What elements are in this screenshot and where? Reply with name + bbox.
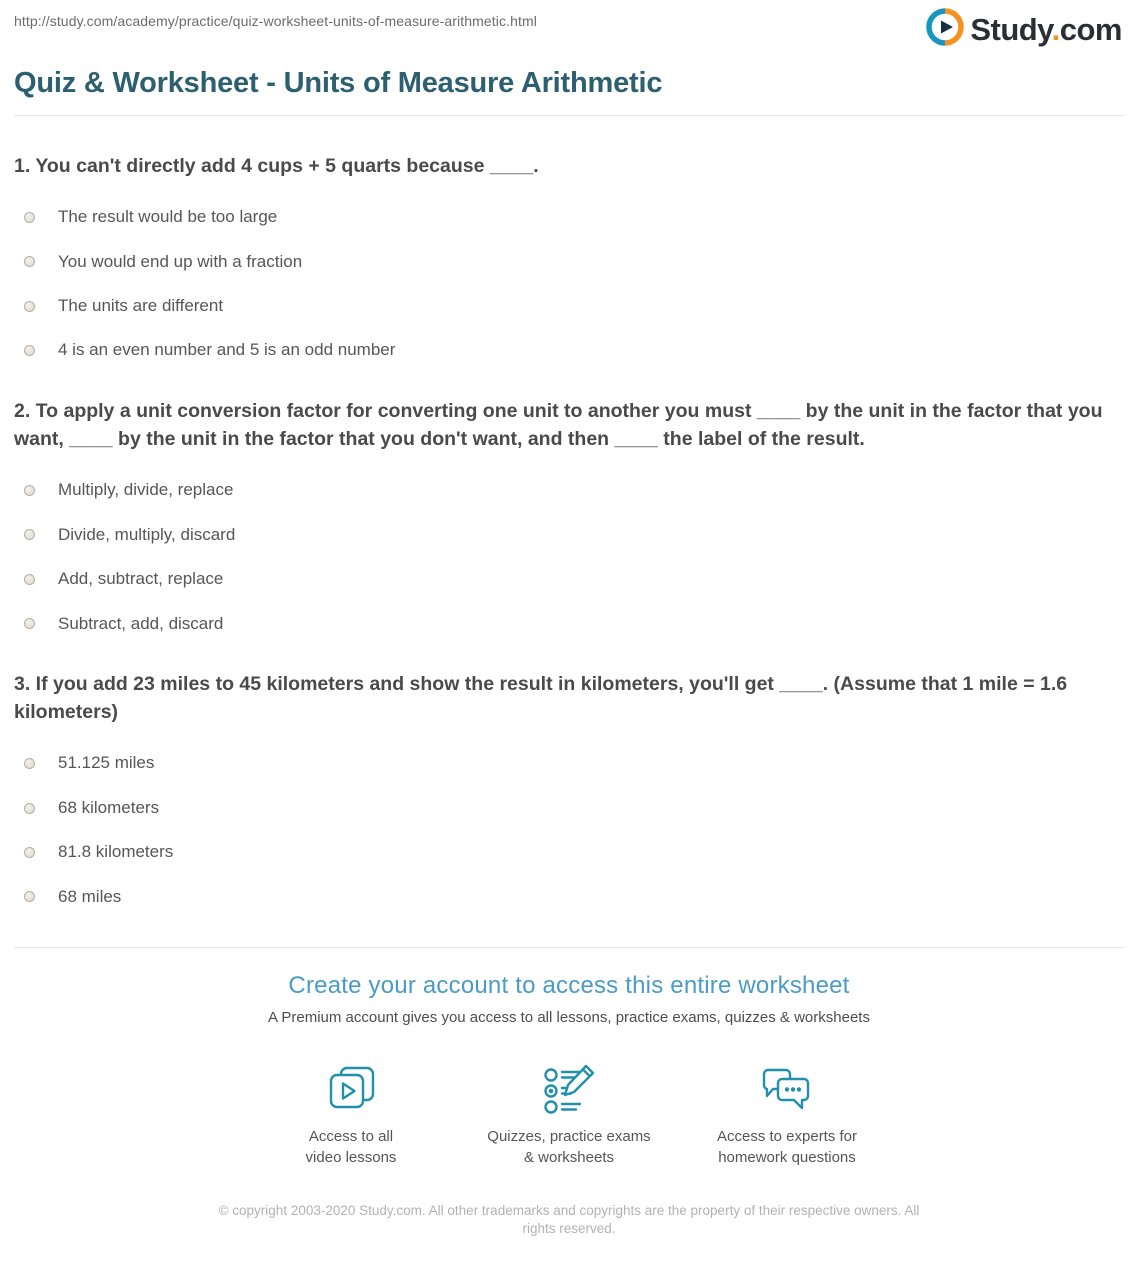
radio-button[interactable] <box>24 891 35 902</box>
option-label: 81.8 kilometers <box>58 842 174 862</box>
benefits-row <box>14 1060 1124 1168</box>
radio-button[interactable] <box>24 847 35 858</box>
radio-button[interactable] <box>24 529 35 540</box>
benefit-quizzes-worksheets <box>460 1060 678 1168</box>
option-label: You would end up with a fraction <box>58 251 303 271</box>
option-label: Add, subtract, replace <box>58 569 224 589</box>
question-options <box>14 753 1124 907</box>
question-1 <box>14 152 1124 361</box>
title-divider <box>14 115 1124 116</box>
radio-button[interactable] <box>24 301 35 312</box>
benefit-label: Access to all video lessons <box>305 1128 397 1167</box>
option-label: Divide, multiply, discard <box>58 524 236 544</box>
answer-option[interactable] <box>14 480 1124 500</box>
radio-button[interactable] <box>24 485 35 496</box>
radio-button[interactable] <box>24 758 35 769</box>
question-text: 1. You can't directly add 4 cups + 5 quarts because ____. <box>14 155 539 177</box>
answer-option[interactable] <box>14 842 1124 862</box>
option-label: 51.125 miles <box>58 753 155 773</box>
page-title: Quiz & Worksheet - Units of Measure Arithmetic <box>14 67 663 99</box>
option-label: 4 is an even number and 5 is an odd number <box>58 340 396 360</box>
question-text: 3. If you add 23 miles to 45 kilometers and show the result in kilometers, you'll get ____. (Assume that 1 mile = 1.6 kilometers) <box>14 672 1068 724</box>
radio-button[interactable] <box>24 574 35 585</box>
benefit-label: Access to experts for homework questions <box>716 1128 858 1167</box>
study-logo-icon <box>926 8 964 51</box>
signup-subheading: A Premium account gives you access to all lessons, practice exams, quizzes & worksheets <box>268 1009 870 1027</box>
question-options <box>14 480 1124 634</box>
question-text: 2. To apply a unit conversion factor for converting one unit to another you must ____ by the unit in the factor that you want, ____ by the unit in the factor that you don't want, and then ____ the label of the result. <box>14 399 1103 451</box>
answer-option[interactable] <box>14 569 1124 589</box>
study-logo[interactable] <box>926 8 1122 51</box>
question-2 <box>14 397 1124 634</box>
answer-option[interactable] <box>14 753 1124 773</box>
answer-option[interactable] <box>14 798 1124 818</box>
answer-option[interactable] <box>14 340 1124 360</box>
experts-chat-icon <box>678 1060 896 1118</box>
study-logo-text: Study.com <box>970 12 1122 47</box>
answer-option[interactable] <box>14 296 1124 316</box>
option-label: 68 kilometers <box>58 797 160 817</box>
benefit-experts-chat <box>678 1060 896 1168</box>
radio-button[interactable] <box>24 618 35 629</box>
answer-option[interactable] <box>14 887 1124 907</box>
question-options <box>14 207 1124 361</box>
logo-dot: . <box>1051 12 1060 47</box>
answer-option[interactable] <box>14 207 1124 227</box>
page-url: http://study.com/academy/practice/quiz-worksheet-units-of-measure-arithmetic.html <box>14 13 537 29</box>
quizzes-worksheets-icon <box>460 1060 678 1118</box>
section-divider <box>14 947 1124 948</box>
copyright-text: © copyright 2003-2020 Study.com. All other trademarks and copyrights are the property of their respective owners. All rights reserved. <box>218 1203 920 1237</box>
option-label: The result would be too large <box>58 207 278 227</box>
question-3 <box>14 670 1124 907</box>
radio-button[interactable] <box>24 803 35 814</box>
answer-option[interactable] <box>14 614 1124 634</box>
radio-button[interactable] <box>24 345 35 356</box>
benefit-label: Quizzes, practice exams & worksheets <box>487 1128 651 1167</box>
video-lessons-icon <box>242 1060 460 1118</box>
option-label: Subtract, add, discard <box>58 613 224 633</box>
signup-heading: Create your account to access this entire worksheet <box>288 972 850 1000</box>
page-footer <box>14 1202 1124 1268</box>
answer-option[interactable] <box>14 525 1124 545</box>
option-label: Multiply, divide, replace <box>58 480 234 500</box>
option-label: 68 miles <box>58 886 122 906</box>
radio-button[interactable] <box>24 256 35 267</box>
benefit-video-lessons <box>242 1060 460 1168</box>
radio-button[interactable] <box>24 212 35 223</box>
option-label: The units are different <box>58 296 224 316</box>
answer-option[interactable] <box>14 252 1124 272</box>
